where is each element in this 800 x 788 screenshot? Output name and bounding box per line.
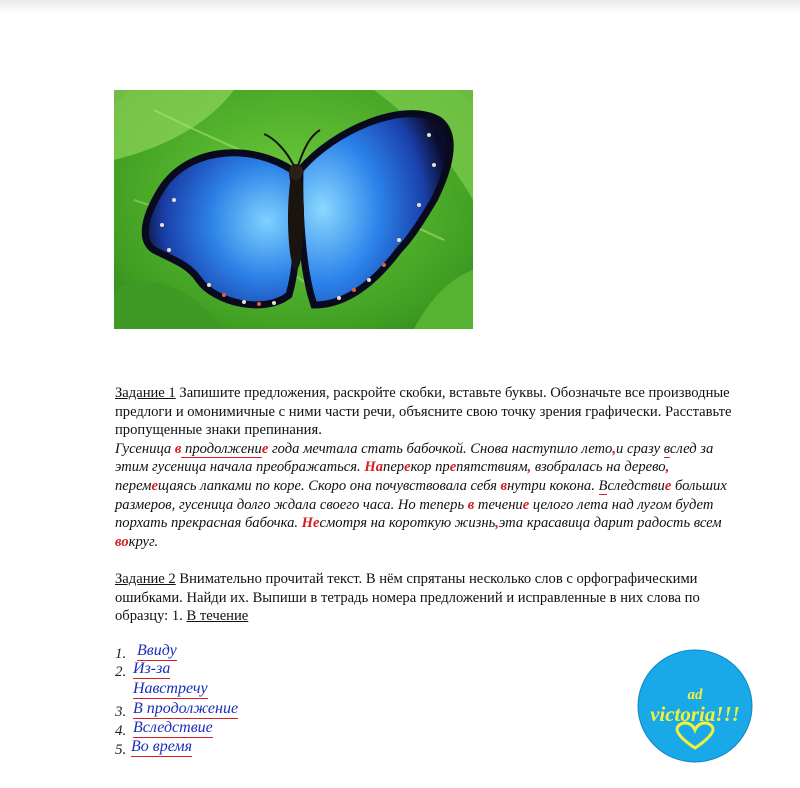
exercise-fragment: больших размеров, гусеница долго ждала своего часа. Но теперь — [115, 477, 727, 513]
exercise-fragment: следстви — [607, 477, 665, 494]
page-top-shadow — [0, 0, 800, 14]
exercise-fragment: и сразу — [616, 440, 664, 457]
correction-mark: , — [527, 459, 532, 476]
answer-number: 2. — [115, 664, 127, 680]
author-stamp-logo — [637, 648, 754, 765]
correction-mark: е — [449, 459, 457, 476]
answer-number: 5. — [115, 742, 127, 758]
exercise-fragment: круг. — [128, 533, 159, 550]
underlined-fragment: В — [598, 477, 608, 494]
task-2 — [115, 570, 745, 626]
underlined-fragment: в — [663, 440, 670, 457]
exercise-fragment: течени — [474, 496, 523, 513]
correction-mark: е — [664, 477, 672, 494]
task-1 — [115, 384, 745, 551]
correction-mark: , — [495, 515, 499, 532]
correction-mark: На — [364, 459, 384, 476]
exercise-fragment: след за этим гусеница начала преображаться. — [115, 440, 714, 476]
answer-number: 3. — [115, 704, 127, 720]
correction-mark: , — [612, 440, 617, 457]
exercise-fragment: щаясь лапками по коре. Скоро она почувствовала себя — [157, 477, 501, 494]
task-2-instructions: Внимательно прочитай текст. В нём спрятаны несколько слов с орфографическими ошибками. Найди их. Выпиши в тетрадь номера предложений и исправленные в них слова по образцу: 1. — [115, 571, 700, 625]
exercise-fragment: взобралась на дерево — [531, 459, 666, 476]
exercise-fragment: кор пр — [410, 459, 450, 476]
answer-word: Ввиду — [137, 642, 177, 659]
exercise-fragment: смотря на короткую жизнь — [319, 515, 496, 532]
task-1-label: Задание 1 — [115, 385, 176, 401]
correction-mark: в — [500, 477, 508, 494]
correction-mark: е — [151, 477, 158, 494]
stamp-top-text: ad — [687, 687, 703, 703]
exercise-fragment: эта красавица дарит радость всем — [498, 515, 722, 532]
correction-mark: во — [115, 533, 129, 550]
answer-word: Навстречу — [133, 680, 208, 697]
answer-word: В продолжение — [133, 700, 239, 717]
exercise-fragment: пер — [383, 459, 405, 476]
exercise-fragment: перем — [115, 477, 152, 494]
correction-mark: Не — [301, 515, 320, 532]
exercise-fragment: пятствиям — [456, 459, 528, 476]
correction-mark: е — [261, 440, 269, 457]
underlined-fragment: продолжени — [181, 440, 262, 457]
correction-mark: , — [665, 459, 670, 476]
correction-mark: в — [174, 440, 182, 457]
task-2-example: В течение — [186, 608, 249, 625]
task-2-label: Задание 2 — [115, 571, 176, 587]
task-1-instructions: Запишите предложения, раскройте скобки, вставьте буквы. Обозначьте все производные предлоги и омонимичные с ними части речи, объясните свою точку зрения графически. Расставьте пропущенные знаки препинания. — [115, 385, 732, 439]
answer-number: 4. — [115, 723, 127, 739]
answer-word: Во время — [131, 738, 193, 755]
answer-number: 1. — [115, 646, 127, 662]
exercise-fragment: года мечтала стать бабочкой. Снова наступило лето — [268, 440, 613, 457]
answer-word: Из-за — [133, 660, 171, 677]
correction-mark: в — [467, 496, 475, 513]
stamp-name-text: victoria!!! — [650, 702, 740, 726]
task-1-exercise-text — [115, 440, 745, 552]
exercise-fragment: Гусеница — [115, 440, 175, 457]
butterfly-photo — [114, 90, 473, 329]
exercise-fragment: целого лета над лугом будет порхать прекрасная бабочка. — [115, 496, 714, 532]
correction-mark: е — [404, 459, 411, 476]
answer-word: Вследствие — [133, 719, 213, 736]
exercise-fragment: нутри кокона. — [507, 477, 599, 494]
correction-mark: е — [522, 496, 530, 513]
